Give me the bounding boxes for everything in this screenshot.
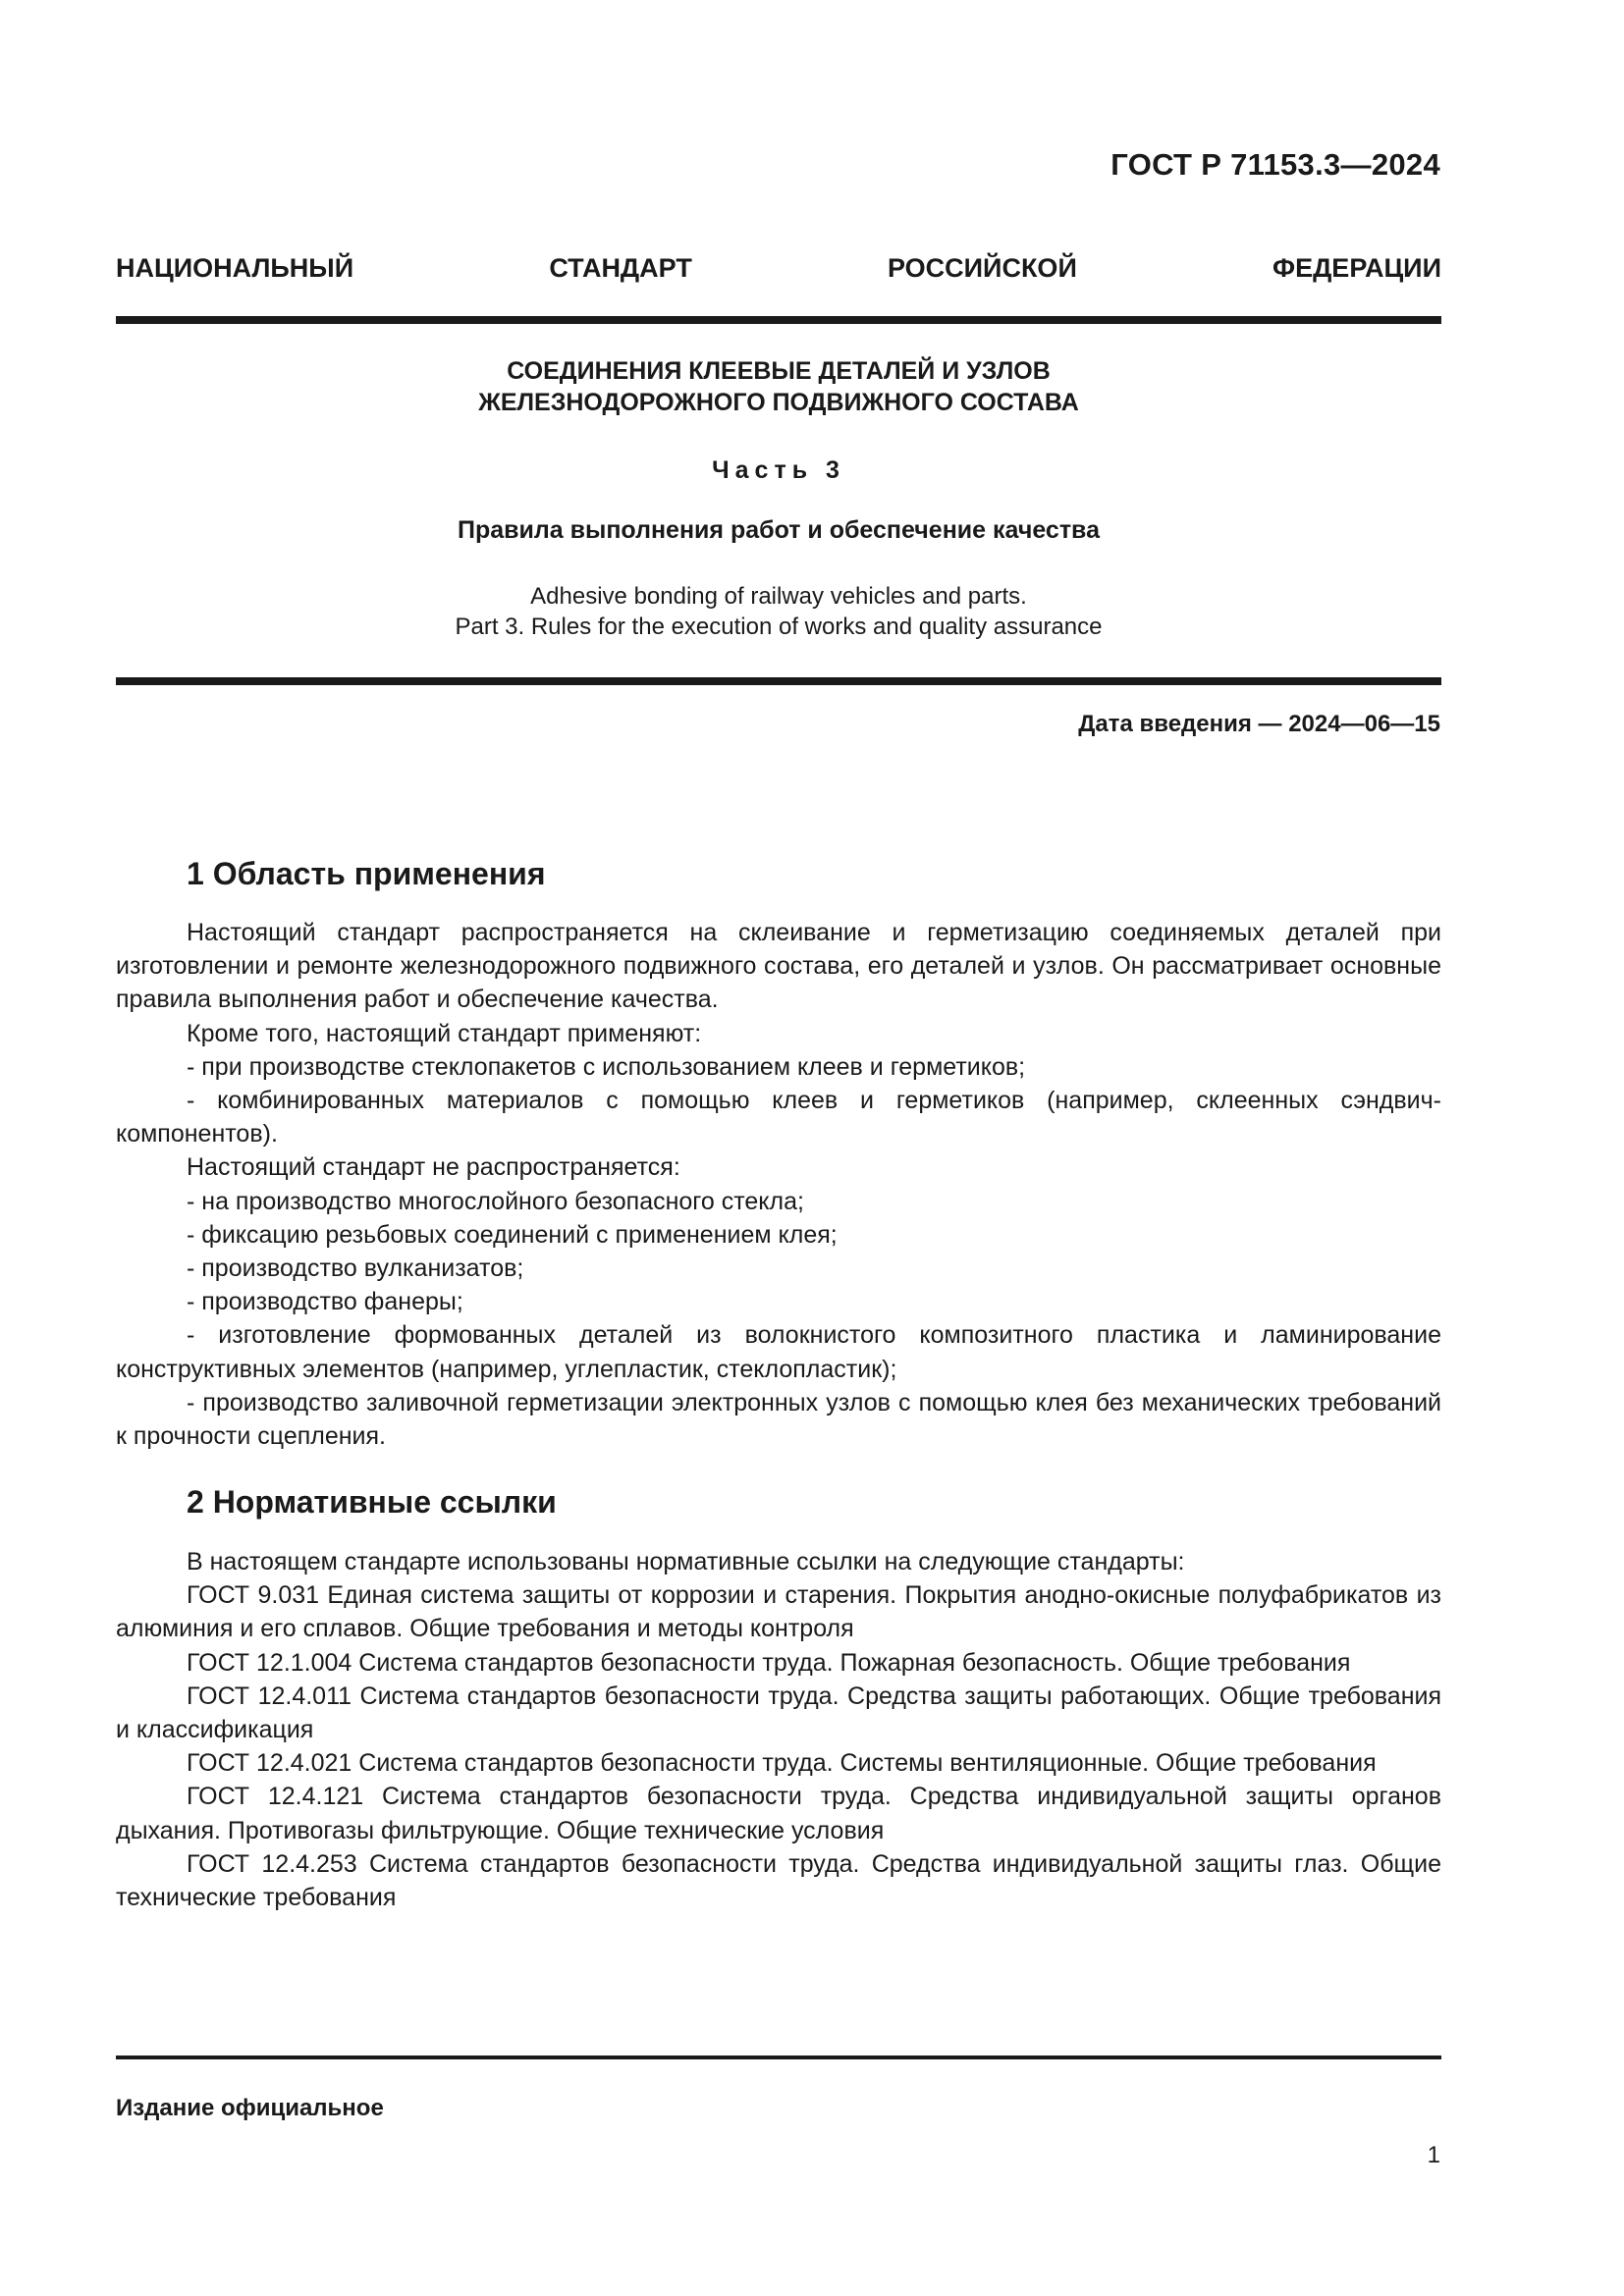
section-1-body (116, 916, 1441, 1453)
paragraph: В настоящем стандарте использованы нормативные ссылки на следующие стандарты: (187, 1548, 1185, 1575)
part-subtitle: Правила выполнения работ и обеспечение качества (457, 516, 1101, 544)
list-item: - производство фанеры; (187, 1288, 463, 1316)
reference-item: ГОСТ 12.4.121 Система стандартов безопасности труда. Средства индивидуальной защиты органов дыхания. Противогазы фильтрующие. Общие технические условия (116, 1783, 1441, 1844)
english-title-line-2: Part 3. Rules for the execution of works and quality assurance (455, 614, 1103, 640)
paragraph: Настоящий стандарт распространяется на склеивание и герметизацию соединяемых деталей при изготовлении и ремонте железнодорожного подвижного состава, его деталей и узлов. Он рассматривает основные правила выполнения работ и обеспечение качества. (116, 919, 1441, 1014)
introduction-date: Дата введения — 2024—06—15 (1078, 711, 1440, 737)
reference-item: ГОСТ 12.1.004 Система стандартов безопасности труда. Пожарная безопасность. Общие требования (187, 1648, 1351, 1677)
title-bottom-rule (116, 677, 1441, 685)
paragraph: Кроме того, настоящий стандарт применяют: (187, 1019, 702, 1047)
national-standard-banner: НАЦИОНАЛЬНЫЙ СТАНДАРТ РОССИЙСКОЙ ФЕДЕРАЦИИ (116, 253, 1441, 283)
document-number: ГОСТ Р 71153.3—2024 (1110, 147, 1440, 182)
list-item: - производство заливочной герметизации электронных узлов с помощью клея без механических требований к прочности сцепления. (116, 1388, 1441, 1451)
list-item: - производство вулканизатов; (187, 1255, 524, 1283)
section-2-heading: 2 Нормативные ссылки (187, 1484, 557, 1520)
english-title (116, 581, 1441, 642)
list-item: - комбинированных материалов с помощью клеев и герметиков (например, склеенных сэндвич-компонентов). (116, 1087, 1441, 1148)
page-number: 1 (1427, 2142, 1440, 2168)
english-title-line-1: Adhesive bonding of railway vehicles and parts. (530, 583, 1027, 610)
reference-item: ГОСТ 12.4.253 Система стандартов безопасности труда. Средства индивидуальной защиты глаз. Общие технические требования (116, 1849, 1441, 1912)
title-line-1: СОЕДИНЕНИЯ КЛЕЕВЫЕ ДЕТАЛЕЙ И УЗЛОВ (507, 357, 1051, 385)
standard-title (116, 355, 1441, 418)
list-item: - при производстве стеклопакетов с использованием клеев и герметиков; (187, 1052, 1026, 1081)
official-edition-label: Издание официальное (116, 2095, 384, 2121)
title-line-2: ЖЕЛЕЗНОДОРОЖНОГО ПОДВИЖНОГО СОСТАВА (478, 389, 1079, 416)
reference-item: ГОСТ 9.031 Единая система защиты от коррозии и старения. Покрытия анодно-окисные полуфабрикатов из алюминия и его сплавов. Общие требования и методы контроля (116, 1581, 1441, 1643)
reference-item: ГОСТ 12.4.011 Система стандартов безопасности труда. Средства защиты работающих. Общие требования и классификация (116, 1682, 1441, 1744)
list-item: - изготовление формованных деталей из волокнистого композитного пластика и ламинирование конструктивных элементов (например, углепластик, стеклопластик); (116, 1321, 1441, 1383)
list-item: - фиксацию резьбовых соединений с применением клея; (187, 1220, 838, 1249)
section-2-body (116, 1545, 1441, 1914)
section-1-heading: 1 Область применения (187, 856, 546, 891)
reference-item: ГОСТ 12.4.021 Система стандартов безопасности труда. Системы вентиляционные. Общие требования (187, 1749, 1377, 1778)
footer-rule (116, 2056, 1441, 2059)
list-item: - на производство многослойного безопасного стекла; (187, 1187, 804, 1215)
top-rule (116, 316, 1441, 324)
part-label: Часть 3 (712, 456, 845, 484)
paragraph: Настоящий стандарт не распространяется: (187, 1153, 680, 1182)
